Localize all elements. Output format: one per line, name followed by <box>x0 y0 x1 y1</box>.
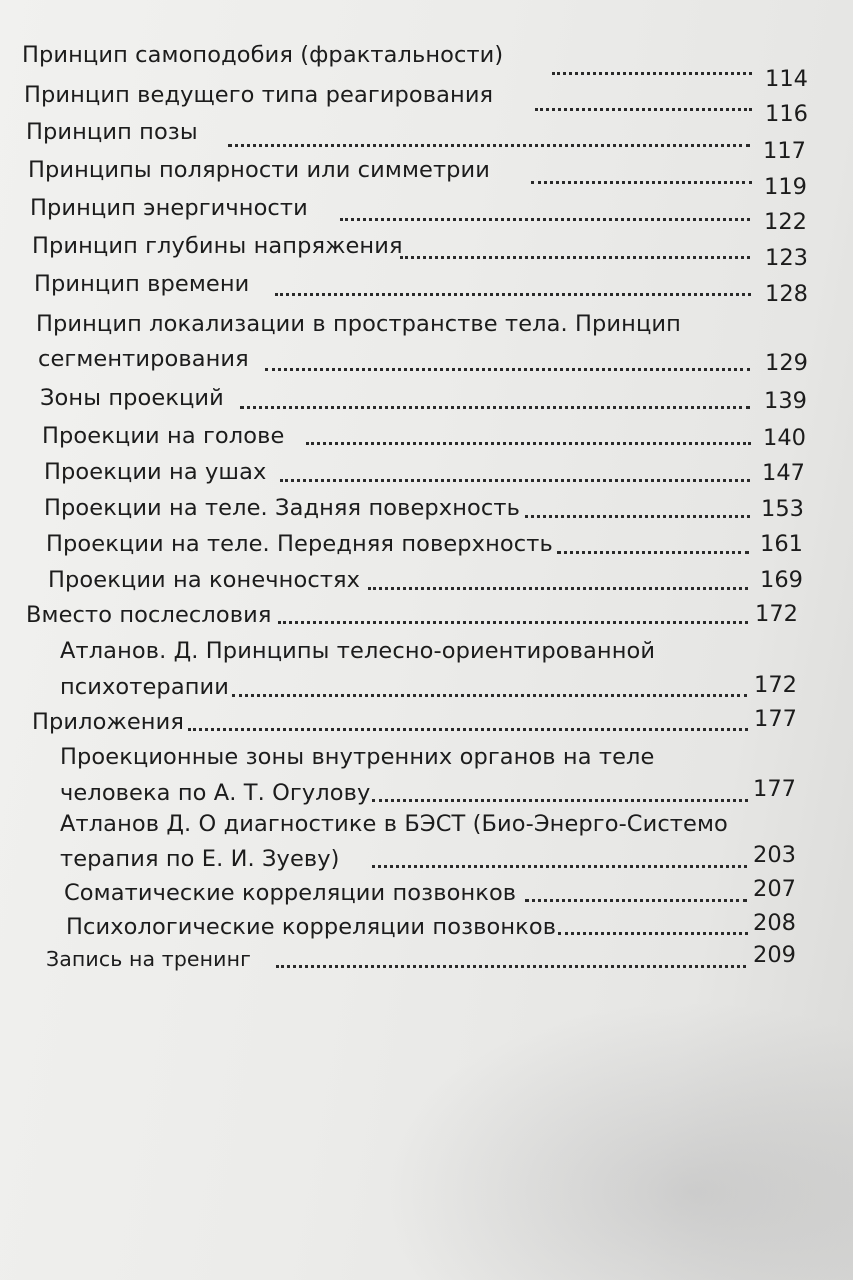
toc-entry-title-continued: терапия по Е. И. Зуеву) <box>60 846 340 872</box>
toc-page-number: 122 <box>764 209 807 235</box>
toc-page-number: 114 <box>765 66 808 92</box>
toc-leader-dots <box>275 283 751 296</box>
toc-page-number: 172 <box>754 672 797 698</box>
toc-entry-title-continued: человека по А. Т. Огулову <box>60 780 371 806</box>
toc-leader-dots <box>228 134 750 147</box>
toc-page-number: 177 <box>753 776 796 802</box>
toc-leader-dots <box>280 469 750 482</box>
toc-leader-dots <box>278 611 748 624</box>
toc-leader-dots <box>372 855 747 868</box>
toc-entry-title: Проекции на теле. Передняя поверхность <box>46 531 553 557</box>
toc-entry-title: Проекции на ушах <box>44 459 267 485</box>
toc-page-number: 123 <box>765 245 808 271</box>
toc-leader-dots <box>535 98 752 111</box>
toc-entry-title: Принцип позы <box>26 119 198 145</box>
toc-entry-title: Приложения <box>32 709 184 735</box>
toc-page-number: 139 <box>764 388 807 414</box>
toc-leader-dots <box>340 208 750 221</box>
toc-page-number: 161 <box>760 531 803 557</box>
toc-page-number: 172 <box>755 601 798 627</box>
toc-entry-title: Принципы полярности или симметрии <box>28 157 491 183</box>
toc-leader-dots <box>276 955 746 968</box>
toc-page-number: 129 <box>765 350 808 376</box>
toc-leader-dots <box>525 889 747 902</box>
toc-entry-title: Вместо послесловия <box>26 602 272 628</box>
toc-entry-title: Атланов. Д. Принципы телесно-ориентированной <box>60 638 656 664</box>
toc-leader-dots <box>552 62 752 75</box>
toc-entry-title: Принцип энергичности <box>30 195 308 221</box>
toc-page-number: 119 <box>764 174 807 200</box>
toc-page-number: 140 <box>763 425 806 451</box>
toc-page-number: 128 <box>765 281 808 307</box>
toc-page-number: 153 <box>761 496 804 522</box>
toc-leader-dots <box>265 358 750 371</box>
toc-leader-dots <box>368 577 748 590</box>
toc-page-number: 203 <box>753 842 796 868</box>
toc-entry-title: Соматические корреляции позвонков <box>64 880 517 906</box>
toc-page-number: 116 <box>765 101 808 127</box>
toc-page-number: 209 <box>753 942 796 968</box>
toc-entry-title: Проекции на конечностях <box>48 567 361 593</box>
toc-page-number: 117 <box>763 138 806 164</box>
toc-leader-dots <box>188 718 748 731</box>
toc-page-number: 207 <box>753 876 796 902</box>
toc-entry-title: Принцип самоподобия (фрактальности) <box>22 42 504 68</box>
toc-entry-title-continued: сегментирования <box>38 346 249 372</box>
toc-entry-title: Принцип времени <box>34 271 250 297</box>
toc-entry-title: Принцип локализации в пространстве тела. Принцип <box>36 311 681 337</box>
toc-page-number: 147 <box>762 460 805 486</box>
toc-entry-title: Принцип ведущего типа реагирования <box>24 82 494 108</box>
toc-leader-dots <box>306 432 751 445</box>
toc-entry-title: Проекции на теле. Задняя поверхность <box>44 495 520 521</box>
toc-entry-title: Психологические корреляции позвонков <box>66 914 557 940</box>
toc-page-number: 169 <box>760 567 803 593</box>
toc-page-number: 208 <box>753 910 796 936</box>
toc-leader-dots <box>557 541 749 554</box>
toc-entry-title: Проекционные зоны внутренних органов на теле <box>60 744 655 770</box>
toc-leader-dots <box>525 505 750 518</box>
toc-entry-title: Зоны проекций <box>40 385 224 411</box>
toc-leader-dots <box>531 171 752 184</box>
toc-entry-title: Принцип глубины напряжения <box>32 233 403 259</box>
toc-page-number: 177 <box>754 706 797 732</box>
toc-entry-title: Запись на тренинг <box>46 947 251 971</box>
toc-entry-title-continued: психотерапии <box>60 674 229 700</box>
toc-leader-dots <box>558 922 748 935</box>
toc-leader-dots <box>232 684 747 697</box>
toc-entry-title: Атланов Д. О диагностике в БЭСТ (Био-Энерго-Системо <box>60 811 728 837</box>
toc-leader-dots <box>240 396 750 409</box>
toc-leader-dots <box>372 789 748 802</box>
toc-leader-dots <box>400 246 750 259</box>
toc-entry-title: Проекции на голове <box>42 423 285 449</box>
